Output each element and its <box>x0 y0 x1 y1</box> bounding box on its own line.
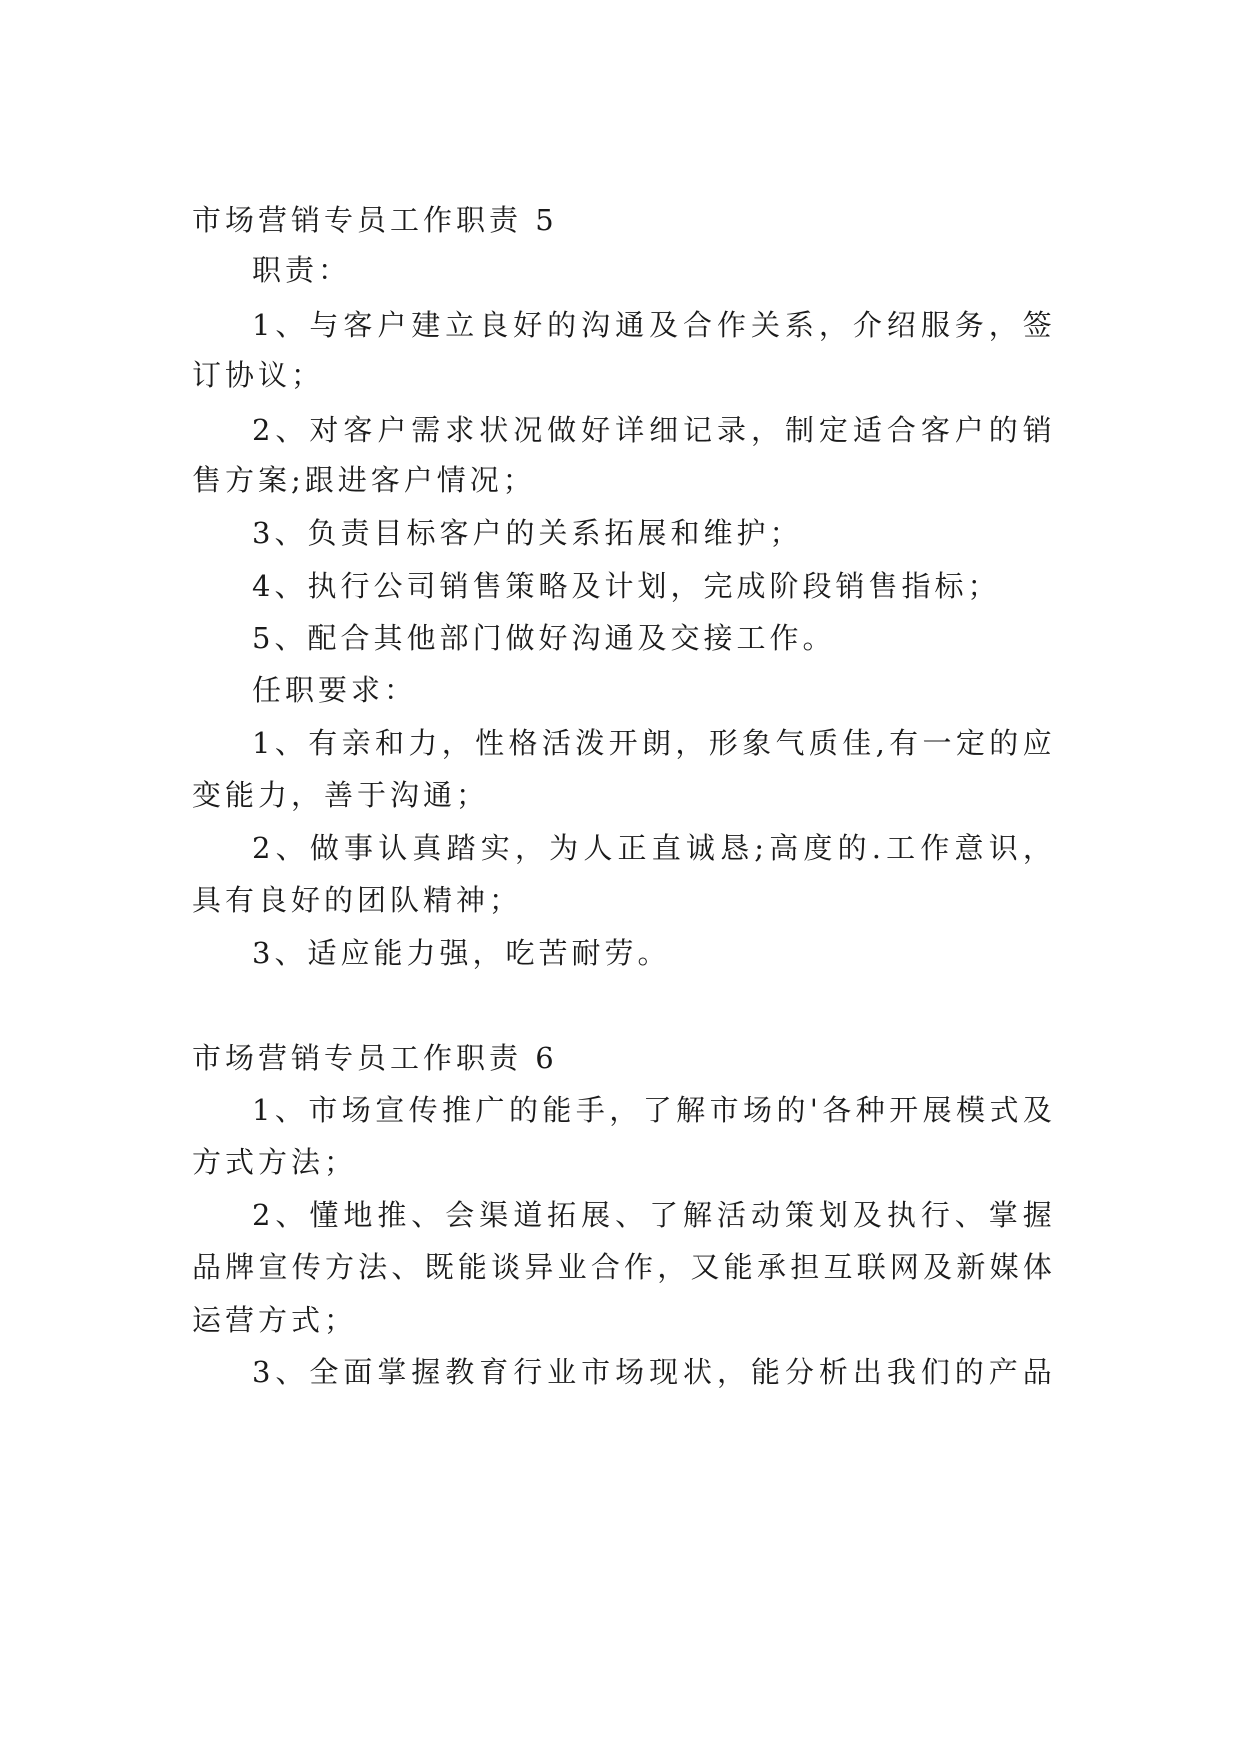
item-2-line-2: 品 牌 宣 传 方 法 、 既 能 谈 异 业 合 作 ， 又 能 承 担 互 联 网 及 新 媒 体 <box>192 1250 1052 1284</box>
duty-2-line-1: 2 、 对 客 户 需 求 状 况 做 好 详 细 记 录 ， 制 定 适 合 客 户 的 销 <box>252 413 1052 447</box>
requirement-2-line-1: 2 、 做 事 认 真 踏 实 ， 为 人 正 直 诚 恳 ; 高 度 的 . 工 作 意 识 ， <box>252 831 1052 865</box>
item-2-line-3: 运营方式； <box>192 1303 358 1337</box>
duty-4: 4、执行公司销售策略及计划，完成阶段销售指标； <box>252 569 1001 603</box>
section-heading-6: 市场营销专员工作职责 6 <box>192 1041 558 1075</box>
duties-label: 职责： <box>252 253 352 287</box>
duty-1-line-2: 订协议； <box>192 358 325 392</box>
duty-3: 3、负责目标客户的关系拓展和维护； <box>252 516 803 550</box>
duty-1-line-1: 1 、 与 客 户 建 立 良 好 的 沟 通 及 合 作 关 系 ， 介 绍 服 务 ， 签 <box>252 308 1052 342</box>
requirement-1-line-1: 1 、 有 亲 和 力 ， 性 格 活 泼 开 朗 ， 形 象 气 质 佳 , 有 一 定 的 应 <box>252 726 1052 760</box>
requirement-1-line-2: 变能力，善于沟通； <box>192 778 490 812</box>
item-3-line-1: 3 、 全 面 掌 握 教 育 行 业 市 场 现 状 ， 能 分 析 出 我 们 的 产 品 <box>252 1355 1052 1389</box>
requirement-2-line-2: 具有良好的团队精神； <box>192 883 523 917</box>
section-heading-5: 市场营销专员工作职责 5 <box>192 203 558 237</box>
duty-5: 5、配合其他部门做好沟通及交接工作。 <box>252 621 836 655</box>
item-2-line-1: 2 、 懂 地 推 、 会 渠 道 拓 展 、 了 解 活 动 策 划 及 执 行 、 掌 握 <box>252 1198 1052 1232</box>
requirement-3: 3、适应能力强，吃苦耐劳。 <box>252 936 671 970</box>
item-1-line-2: 方式方法； <box>192 1145 358 1179</box>
item-1-line-1: 1 、 市 场 宣 传 推 广 的 能 手 ， 了 解 市 场 的 ' 各 种 开 展 模 式 及 <box>252 1093 1052 1127</box>
requirements-label: 任职要求： <box>252 673 418 707</box>
duty-2-line-2: 售方案;跟进客户情况； <box>192 463 536 497</box>
